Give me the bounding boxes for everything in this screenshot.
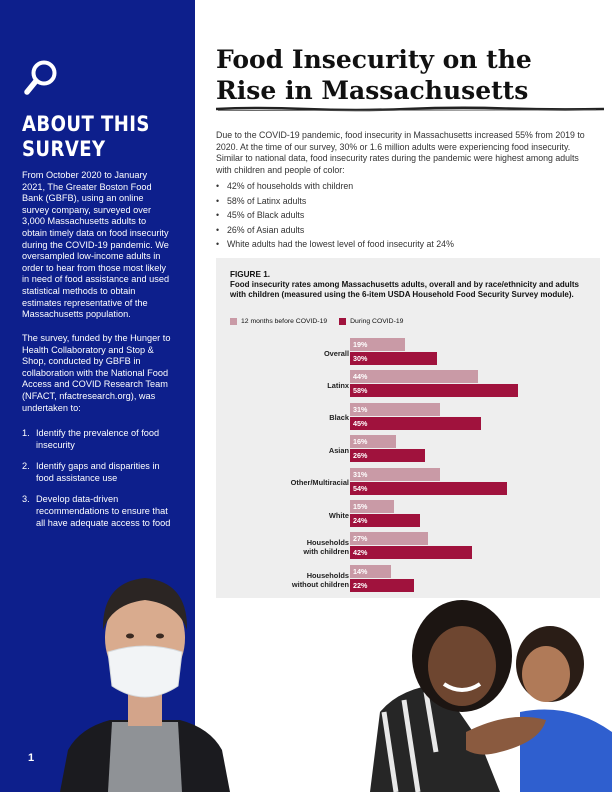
category-label-line: with children [303, 547, 349, 557]
bar-value-label: 45% [353, 418, 368, 428]
figure-label: FIGURE 1. [230, 270, 271, 279]
category-label-line: Households [306, 570, 349, 580]
bar-value-label: 58% [353, 386, 368, 396]
category-label [229, 571, 349, 589]
category-label-line: Households [306, 538, 349, 548]
survey-intro: From October 2020 to January 2021, The Greater Boston Food Bank (GBFB), using an online survey company, surveyed over 3,000 Massachusetts adults to obtain timely data on food insecurity during the COVID-19 pandemic. We oversampled low-income adults in order to hear from those most likely in need of food assistance and used statistical methods to obtain estimates representative of the Massachusetts population. [22, 170, 170, 320]
category-label-line: Other/Multiracial [290, 478, 349, 488]
category-label-line: White [328, 510, 349, 520]
bar-value-label: 27% [353, 534, 368, 544]
about-survey-heading [22, 112, 160, 162]
bar-value-label: 54% [353, 483, 368, 493]
page-title [216, 44, 596, 106]
bar-during-covid [350, 417, 481, 430]
list-item: • White adults had the lowest level of food insecurity at 24% [216, 239, 596, 254]
bar-value-label: 14% [353, 566, 368, 576]
lead-paragraph: Due to the COVID-19 pandemic, food insecurity in Massachusetts increased 55% from 2019 to 2020. At the time of our survey, 30% or 1.6 million adults were experiencing food insecurity. Similar to national data, food insecurity rates during the pandemic were highest among adults with children and people of color: [216, 130, 585, 175]
bar-chart [216, 258, 600, 598]
figure-card [216, 258, 600, 598]
bar-value-label: 22% [353, 580, 368, 590]
category-label [229, 349, 349, 358]
bar-during-covid [350, 384, 518, 397]
list-item: 3. Develop data-driven recommendations to ensure that all have adequate access to food [22, 494, 171, 528]
bar-value-label: 16% [353, 437, 368, 447]
category-label [229, 538, 349, 556]
category-label-line: without children [291, 579, 349, 589]
bar-value-label: 26% [353, 451, 368, 461]
category-label [229, 446, 349, 455]
bar-before-covid [350, 370, 478, 383]
title-underline [216, 106, 604, 112]
category-label [229, 511, 349, 520]
man-with-mask-photo [60, 560, 230, 792]
bar-value-label: 19% [353, 340, 368, 349]
heading-line-1: ABOUT THIS [22, 112, 150, 136]
category-label [229, 381, 349, 390]
figure-caption: Food insecurity rates among Massachusetts adults, overall and by race/ethnicity and adults with children (measured using the 6-item USDA Household Food Security Survey module). [230, 280, 579, 300]
bar-value-label: 30% [353, 354, 368, 363]
category-label [229, 413, 349, 422]
page-number: 1 [28, 752, 35, 764]
category-label-line: Asian [328, 445, 349, 455]
survey-funding: The survey, funded by the Hunger to Health Collaboratory and Stop & Shop, conducted by GBFB in collaboration with the National Food Access and COVID Research Team (NFACT, nfactresearch.org), was undertaken to: [22, 333, 171, 413]
list-item: • 58% of Latinx adults [216, 196, 596, 211]
list-item: • 42% of households with children [216, 181, 596, 196]
category-label-line: Black [329, 413, 349, 423]
list-item: 2. Identify gaps and disparities in food assistance use [22, 461, 160, 483]
bar-value-label: 44% [353, 372, 368, 382]
bar-value-label: 24% [353, 516, 368, 525]
title-line-2: Rise in Massachusetts [216, 76, 529, 105]
category-label [229, 478, 349, 487]
bar-value-label: 15% [353, 502, 368, 511]
bar-value-label: 31% [353, 404, 368, 414]
survey-goals-list [22, 428, 172, 539]
title-line-1: Food Insecurity on the [216, 45, 532, 74]
list-item: • 26% of Asian adults [216, 225, 596, 240]
category-label-line: Overall [323, 348, 349, 358]
category-label-line: Latinx [327, 380, 349, 390]
list-item: • 45% of Black adults [216, 210, 596, 225]
mother-and-child-photo [370, 592, 612, 792]
key-stats-list [216, 181, 596, 254]
bar-during-covid [350, 482, 507, 495]
heading-line-2: SURVEY [22, 137, 106, 161]
list-item: 1. Identify the prevalence of food insecurity [22, 428, 160, 450]
bar-value-label: 31% [353, 469, 368, 479]
search-icon [24, 58, 60, 98]
bar-value-label: 42% [353, 548, 368, 558]
bar-during-covid [350, 546, 472, 559]
legend-item-before: 12 months before COVID-19 [230, 318, 327, 325]
legend-item-during: During COVID-19 [339, 318, 403, 325]
